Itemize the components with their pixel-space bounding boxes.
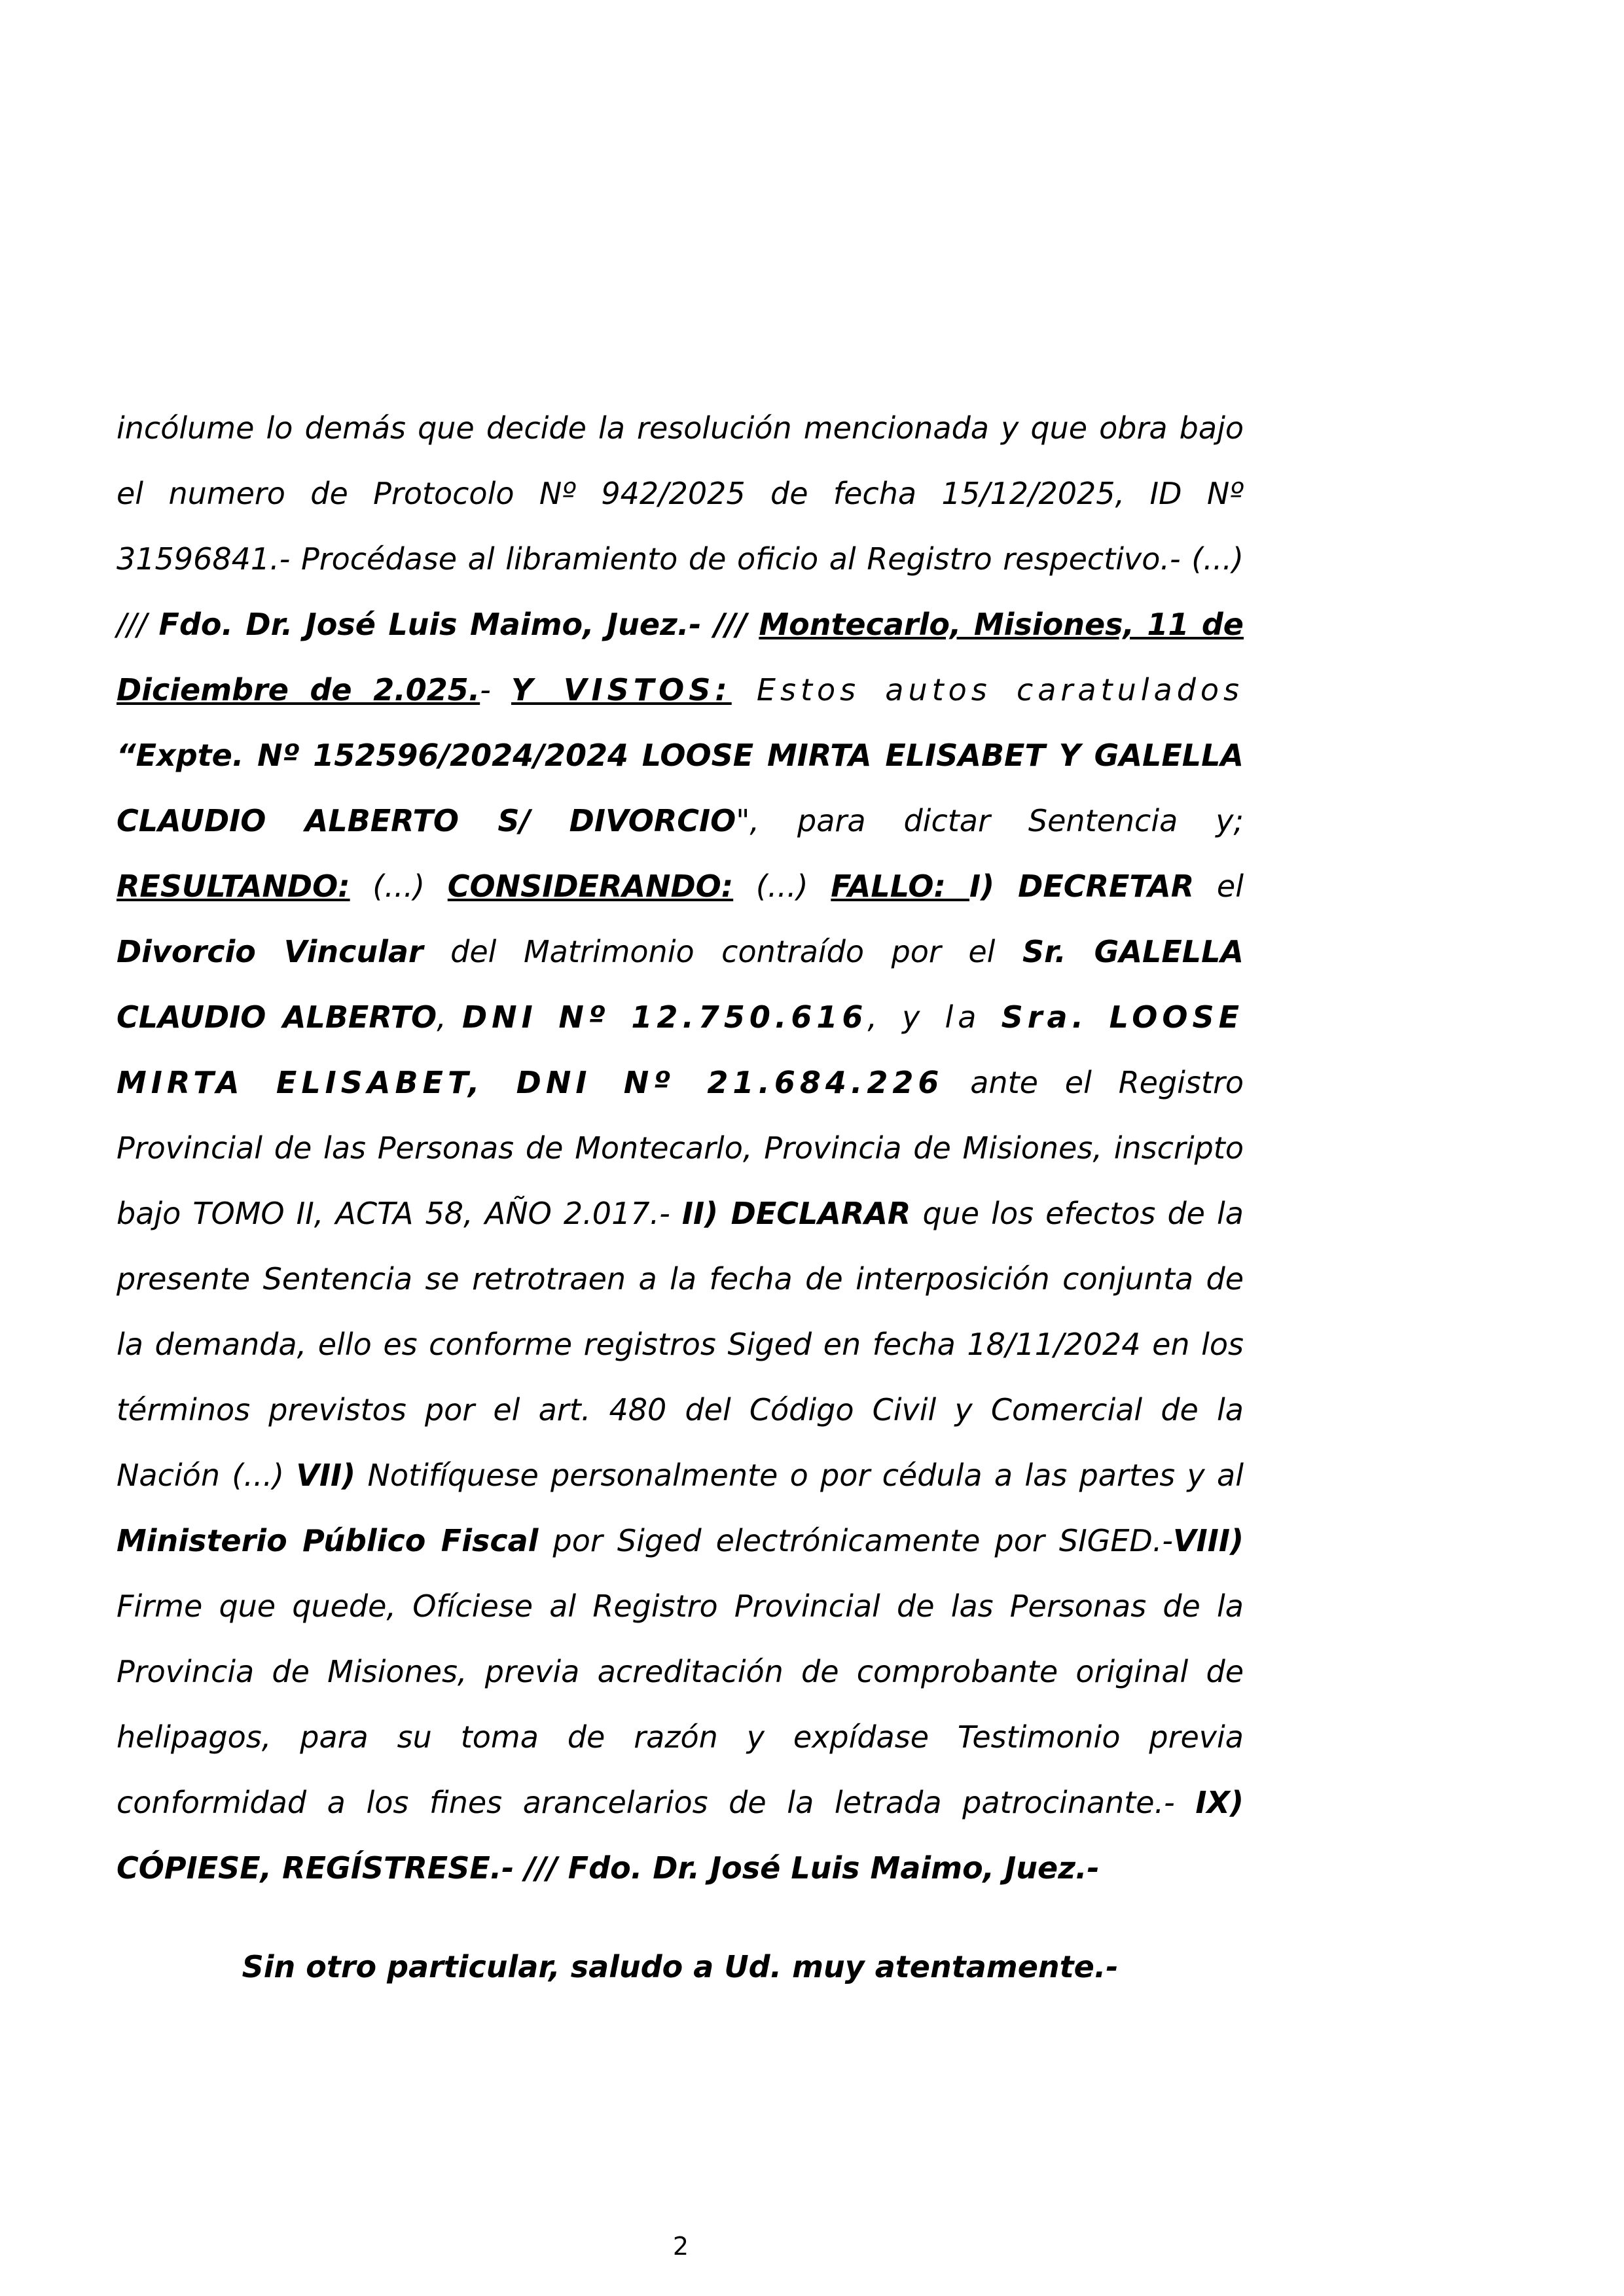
page-number: 2 bbox=[672, 2232, 689, 2261]
place-date: Montecarlo, Misiones, 11 de Diciembre de 2.025. bbox=[117, 607, 1244, 708]
ruling-item-1: I) DECRETAR bbox=[969, 869, 1195, 904]
section-heading-y-vistos: Y VISTOS: bbox=[511, 672, 732, 708]
party-1: Sr. GALELLA CLAUDIO ALBERTO bbox=[117, 934, 1244, 1035]
signature-reference: Fdo. Dr. José Luis Maimo, Juez.- /// bbox=[158, 607, 748, 642]
resolution-body-text: incólume lo demás que decide la resolución mencionada y que obra bajo el numero de Protocolo Nº 942/2025 de fecha 15/12/2025, ID Nº 31596841.- Procédase al libramiento de oficio al Registro respectivo.- (...) /// Fdo. Dr. José Luis Maimo, Juez.- /// Montecarlo, Misiones, 11 de Diciembre de 2.025.- Y VISTOS: Estos autos caratulados “Expte. Nº 152596/2024/2024 LOOSE MIRTA ELISABET Y GALELLA CLAUDIO ALBERTO S/ DIVORCIO", para dictar Sentencia y; RESULTANDO: (...) CONSIDERANDO: (...) FALLO: I) DECRETAR el Divorcio Vincular del Matrimonio contraído por el Sr. GALELLA CLAUDIO ALBERTO, DNI Nº 12.750.616, y la Sra. LOOSE MIRTA ELISABET, DNI Nº 21.684.226 ante el Registro Provincial de las Personas de Montecarlo, Provincia de Misiones, inscripto bajo TOMO II, ACTA 58, AÑO 2.017.- II) DECLARAR que los efectos de la presente Sentencia se retrotraen a la fecha de interposición conjunta de la demanda, ello es conforme registros Siged en fecha 18/11/2024 en los términos previstos por el art. 480 del Código Civil y Comercial de la Nación (...) VII) Notifíquese personalmente o por cédula a las partes y al Ministerio Público Fiscal por Siged electrónicamente por SIGED.-VIII) Firme que quede, Ofíciese al Registro Provincial de las Personas de la Provincia de Misiones, previa acreditación de comprobante original de helipagos, para su toma de razón y expídase Testimonio previa conformidad a los fines arancelarios de la letrada patrocinante.- IX) CÓPIESE, REGÍSTRESE.- /// Fdo. Dr. José Luis Maimo, Juez.- bbox=[117, 410, 1244, 1886]
ruling-item-2: II) DECLARAR bbox=[681, 1196, 911, 1231]
closing-line: Sin otro particular, saludo a Ud. muy atentamente.- bbox=[242, 1949, 1119, 1984]
section-heading-considerando: CONSIDERANDO: bbox=[447, 869, 734, 904]
section-heading-fallo: FALLO: bbox=[831, 869, 969, 904]
party-1-dni: DNI Nº 12.750.616 bbox=[461, 999, 868, 1035]
ruling-item-8: VIII) bbox=[1173, 1523, 1244, 1558]
section-heading-resultando: RESULTANDO: bbox=[117, 869, 350, 904]
ruling-item-7: VII) bbox=[296, 1458, 356, 1493]
ministerio-publico: Ministerio Público Fiscal bbox=[117, 1523, 539, 1558]
ruling-item-9-signature: IX) CÓPIESE, REGÍSTRESE.- /// Fdo. Dr. José Luis Maimo, Juez.- bbox=[117, 1785, 1244, 1886]
party-2: Sra. LOOSE MIRTA ELISABET, DNI Nº 21.684.226 bbox=[117, 999, 1244, 1100]
case-caption: “Expte. Nº 152596/2024/2024 LOOSE MIRTA ELISABET Y GALELLA CLAUDIO ALBERTO S/ DIVORCIO bbox=[117, 738, 1244, 838]
text-run: incólume lo demás que decide la resolución mencionada y que obra bajo el numero de Protocolo Nº 942/2025 de fecha 15/12/2025, ID Nº 31596841.- Procédase al libramiento de oficio al Registro respectivo.- (...) /// bbox=[117, 410, 1244, 642]
